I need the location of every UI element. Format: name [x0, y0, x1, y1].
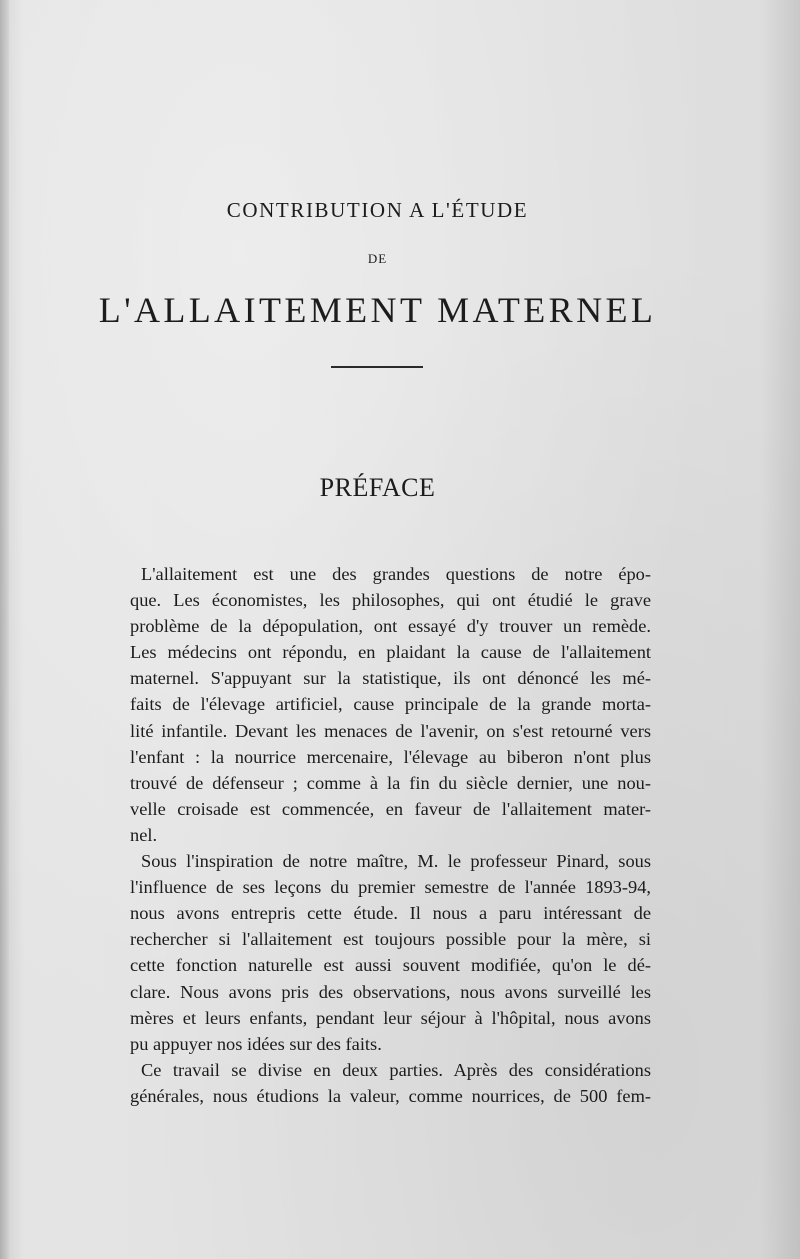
paragraph-2	[119, 848, 651, 1057]
title-line-1: CONTRIBUTION A L'ÉTUDE	[226, 198, 529, 222]
main-title: L'ALLAITEMENT MATERNEL	[98, 290, 657, 330]
paragraph-1	[119, 561, 651, 848]
text-line: faits de l'élevage artificiel, cause principale de la grande morta-	[130, 694, 651, 715]
text-line: velle croisade est commencée, en faveur de l'allaitement mater-	[130, 798, 651, 819]
preface-body	[119, 561, 651, 1109]
text-line: problème de la dépopulation, ont essayé d'y trouver un remède.	[130, 616, 651, 637]
text-line: maternel. S'appuyant sur la statistique, ils ont dénoncé les mé-	[130, 668, 651, 689]
title-divider	[331, 366, 423, 368]
text-line: nous avons entrepris cette étude. Il nous a paru intéressant de	[130, 903, 651, 924]
text-line: Sous l'inspiration de notre maître, M. le professeur Pinard, sous	[141, 851, 651, 872]
title-line-2: DE	[367, 251, 388, 266]
text-line: l'influence de ses leçons du premier semestre de l'année 1893-94,	[130, 877, 651, 898]
paragraph-3	[119, 1057, 651, 1109]
text-line: mères et leurs enfants, pendant leur séjour à l'hôpital, nous avons	[130, 1007, 651, 1028]
text-line: que. Les économistes, les philosophes, qui ont étudié le grave	[130, 590, 651, 611]
page-left-edge-shadow	[0, 0, 9, 1259]
text-line: clare. Nous avons pris des observations, nous avons surveillé les	[130, 981, 651, 1002]
text-line: Les médecins ont répondu, en plaidant la cause de l'allaitement	[130, 642, 651, 663]
text-line: pu appuyer nos idées sur des faits.	[130, 1033, 382, 1054]
section-heading: PRÉFACE	[319, 473, 436, 502]
text-line: lité infantile. Devant les menaces de l'avenir, on s'est retourné vers	[130, 720, 651, 741]
text-line: trouvé de défenseur ; comme à la fin du siècle dernier, une nou-	[130, 772, 651, 793]
text-line: Ce travail se divise en deux parties. Après des considérations	[141, 1059, 651, 1080]
text-line: l'enfant : la nourrice mercenaire, l'élevage au biberon n'ont plus	[130, 746, 651, 767]
text-line: rechercher si l'allaitement est toujours possible pour la mère, si	[130, 929, 651, 950]
text-line: L'allaitement est une des grandes questions de notre épo-	[141, 564, 651, 584]
text-line: nel.	[130, 824, 158, 845]
text-line: générales, nous étudions la valeur, comme nourrices, de 500 fem-	[130, 1085, 651, 1106]
text-line: cette fonction naturelle est aussi souvent modifiée, qu'on le dé-	[130, 955, 651, 976]
